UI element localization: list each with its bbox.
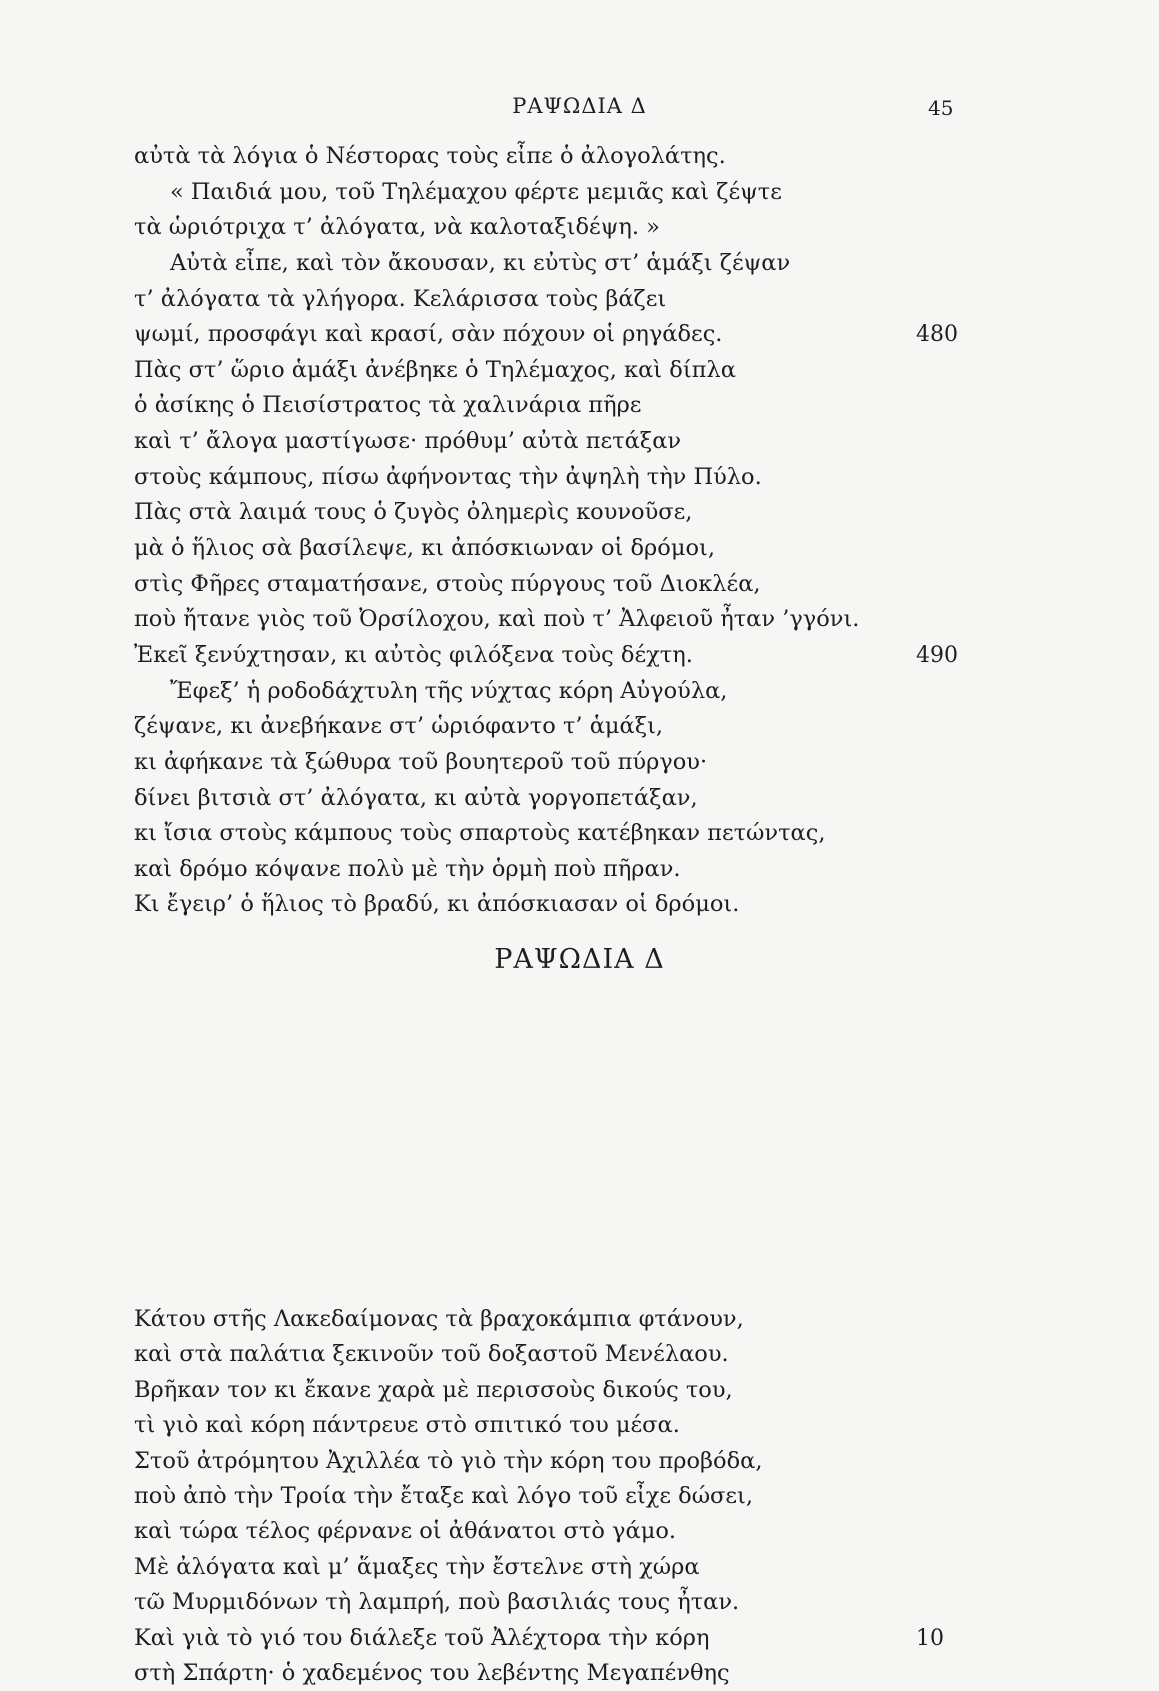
verse-line bbox=[134, 1514, 934, 1549]
verse-line bbox=[134, 246, 934, 282]
verse-text: Μὲ ἀλόγατα καὶ μ’ ἅμαξες τὴν ἔστελνε στὴ χώρα bbox=[134, 1553, 700, 1580]
verse-line bbox=[134, 674, 934, 710]
verse-line bbox=[134, 495, 934, 531]
verse-text: τῶ Μυρμιδόνων τὴ λαμπρή, ποὺ βασιλιάς τους ἦταν. bbox=[134, 1589, 740, 1616]
verse-line bbox=[134, 745, 934, 781]
verse-line bbox=[134, 1550, 934, 1585]
verse-text: αὐτὰ τὰ λόγια ὁ Νέστορας τοὺς εἶπε ὁ ἀλογολάτης. bbox=[134, 143, 726, 169]
verse-line bbox=[134, 1302, 934, 1337]
verse-text: στὴ Σπάρτη· ὁ χαδεμένος του λεβέντης Μεγαπένθης bbox=[134, 1659, 730, 1686]
verse-text: στοὺς κάμπους, πίσω ἀφήνοντας τὴν ἀψηλὴ τὴν Πύλο. bbox=[134, 463, 762, 490]
verse-line bbox=[134, 388, 934, 424]
verse-text: κι ἴσια στοὺς κάμπους τοὺς σπαρτοὺς κατέβηκαν πετώντας, bbox=[134, 820, 826, 847]
verse-text: Ἐκεῖ ξενύχτησαν, κι αὐτὸς φιλόξενα τοὺς δέχτη. bbox=[134, 641, 693, 668]
verse-line bbox=[134, 531, 934, 567]
line-number: 480 bbox=[916, 322, 958, 348]
running-head: ΡΑΨΩΔΙΑ Δ bbox=[512, 94, 647, 118]
verse-line bbox=[134, 424, 934, 460]
verse-line bbox=[134, 460, 934, 496]
verse-text: δίνει βιτσιὰ στ’ ἀλόγατα, κι αὐτὰ γοργοπετάξαν, bbox=[134, 784, 698, 811]
verse-text: καὶ τώρα τέλος φέρνανε οἱ ἀθάνατοι στὸ γάμο. bbox=[134, 1518, 677, 1545]
verse-line bbox=[134, 1621, 944, 1656]
verse-text: στὶς Φῆρες σταματήσανε, στοὺς πύργους τοῦ Διοκλέα, bbox=[134, 570, 761, 597]
verse-text: καὶ στὰ παλάτια ξεκινοῦν τοῦ δοξαστοῦ Μενέλαου. bbox=[134, 1341, 729, 1368]
verse-line bbox=[134, 602, 934, 638]
line-number: 490 bbox=[916, 642, 958, 668]
verse-text: Κάτου στῆς Λακεδαίμονας τὰ βραχοκάμπια φτάνουν, bbox=[134, 1306, 744, 1332]
verse-text: κι ἀφήκανε τὰ ξώθυρα τοῦ βουητεροῦ τοῦ πύργου· bbox=[134, 748, 708, 775]
section-title: ΡΑΨΩΔΙΑ Δ bbox=[494, 944, 665, 975]
verse-text: Πὰς στὰ λαιμά τους ὁ ζυγὸς ὀλημερὶς κουνοῦσε, bbox=[134, 499, 693, 526]
verse-text: ψωμί, προσφάγι καὶ κρασί, σὰν πόχουν οἱ ρηγάδες. bbox=[134, 321, 723, 348]
verse-text: Ἔφεξ’ ἡ ροδοδάχτυλη τῆς νύχτας κόρη Αὐγούλα, bbox=[170, 677, 728, 704]
verse-line bbox=[134, 1408, 934, 1443]
verse-text: τ’ ἀλόγατα τὰ γλήγορα. Κελάρισσα τοὺς βάζει bbox=[134, 285, 667, 312]
verse-line bbox=[134, 139, 934, 175]
verse-line bbox=[134, 1444, 934, 1479]
verse-text: τὶ γιὸ καὶ κόρη πάντρευε στὸ σπιτικό του μέσα. bbox=[134, 1412, 680, 1439]
verse-line bbox=[134, 1479, 934, 1514]
verse-text: ποὺ ἀπὸ τὴν Τροία τὴν ἔταξε καὶ λόγο τοῦ εἶχε δώσει, bbox=[134, 1482, 754, 1509]
verse-line bbox=[134, 1656, 934, 1691]
verse-text: ζέψανε, κι ἀνεβήκανε στ’ ὡριόφαντο τ’ ἁμάξι, bbox=[134, 713, 664, 740]
verse-line bbox=[134, 567, 934, 603]
verse-text: ὁ ἀσίκης ὁ Πεισίστρατος τὰ χαλινάρια πῆρε bbox=[134, 392, 642, 419]
verse-text: Στοῦ ἀτρόμητου Ἀχιλλέα τὸ γιὸ τὴν κόρη του προβόδα, bbox=[134, 1447, 763, 1474]
verse-line bbox=[134, 1585, 934, 1620]
verse-text: καὶ δρόμο κόψανε πολὺ μὲ τὴν ὁρμὴ ποὺ πῆραν. bbox=[134, 855, 681, 882]
line-number: 10 bbox=[916, 1625, 944, 1651]
verse-line bbox=[134, 709, 934, 745]
verse-text: Κι ἔγειρ’ ὁ ἥλιος τὸ βραδύ, κι ἀπόσκιασαν οἱ δρόμοι. bbox=[134, 891, 740, 918]
verse-line bbox=[134, 816, 934, 852]
verse-line bbox=[134, 317, 958, 353]
verse-text: Καὶ γιὰ τὸ γιό του διάλεξε τοῦ Ἀλέχτορα τὴν κόρη bbox=[134, 1624, 710, 1651]
verse-block-2 bbox=[134, 1302, 944, 1691]
verse-line bbox=[134, 638, 958, 674]
verse-line bbox=[134, 210, 934, 246]
verse-text: μὰ ὁ ἥλιος σὰ βασίλεψε, κι ἀπόσκιωναν οἱ δρόμοι, bbox=[134, 535, 715, 562]
verse-line bbox=[134, 781, 934, 817]
verse-text: ποὺ ἤτανε γιὸς τοῦ Ὀρσίλοχου, καὶ ποὺ τ’ Ἀλφειοῦ ἦταν ’γγόνι. bbox=[134, 606, 860, 633]
verse-line bbox=[134, 1373, 934, 1408]
page-number: 45 bbox=[928, 96, 954, 120]
verse-text: Αὐτὰ εἶπε, καὶ τὸν ἄκουσαν, κι εὐτὺς στ’ ἁμάξι ζέψαν bbox=[170, 249, 791, 276]
verse-text: Πὰς στ’ ὥριο ἁμάξι ἀνέβηκε ὁ Τηλέμαχος, καὶ δίπλα bbox=[134, 356, 736, 383]
verse-text: τὰ ὡριότριχα τ’ ἀλόγατα, νὰ καλοταξιδέψη. » bbox=[134, 214, 660, 241]
verse-block-1 bbox=[134, 139, 958, 923]
verse-text: Βρῆκαν τον κι ἔκανε χαρὰ μὲ περισσοὺς δικούς του, bbox=[134, 1376, 733, 1403]
verse-line bbox=[134, 852, 934, 888]
verse-line bbox=[134, 1337, 934, 1372]
verse-line bbox=[134, 353, 934, 389]
verse-text: καὶ τ’ ἄλογα μαστίγωσε· πρόθυμ’ αὐτὰ πετάξαν bbox=[134, 428, 682, 455]
verse-text: « Παιδιά μου, τοῦ Τηλέμαχου φέρτε μεμιᾶς καὶ ζέψτε bbox=[170, 178, 782, 205]
verse-line bbox=[134, 887, 934, 923]
verse-line bbox=[134, 175, 934, 211]
verse-line bbox=[134, 282, 934, 318]
